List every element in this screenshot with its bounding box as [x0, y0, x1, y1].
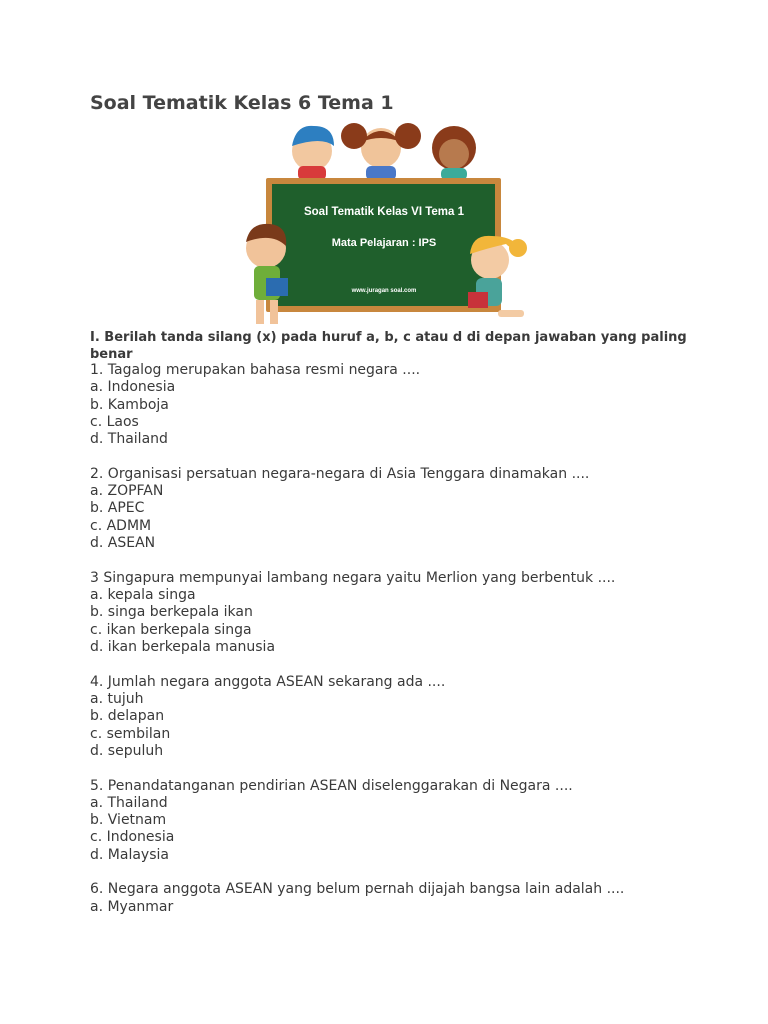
question-text: 2. Organisasi persatuan negara-negara di Asia Tenggara dinamakan .... [90, 465, 590, 482]
question-list [90, 362, 710, 933]
answer-option: b. APEC [90, 500, 145, 517]
answer-option: d. sepuluh [90, 742, 164, 759]
question-1 [90, 362, 710, 448]
answer-option: a. kepala singa [90, 587, 196, 604]
question-3 [90, 570, 710, 656]
board-title: Soal Tematik Kelas VI Tema 1 [303, 206, 464, 218]
answer-option: b. Kamboja [90, 396, 169, 413]
answer-option: c. Laos [90, 413, 139, 430]
answer-option: a. tujuh [90, 690, 144, 707]
question-5 [90, 778, 710, 864]
question-text: 1. Tagalog merupakan bahasa resmi negara .... [90, 362, 421, 378]
question-4 [90, 674, 710, 760]
question-text: 4. Jumlah negara anggota ASEAN sekarang ada .... [90, 673, 446, 690]
question-6 [90, 881, 710, 916]
answer-option: a. Thailand [90, 794, 168, 811]
question-text: 6. Negara anggota ASEAN yang belum pernah dijajah bangsa lain adalah .... [90, 881, 625, 898]
question-text: 5. Penandatanganan pendirian ASEAN diselenggarakan di Negara .... [90, 777, 573, 794]
answer-option: d. Malaysia [90, 846, 169, 863]
board-url: www.juragan soal.com [351, 288, 417, 294]
answer-option: c. sembilan [90, 725, 171, 742]
page-title: Soal Tematik Kelas 6 Tema 1 [90, 92, 394, 114]
kid-top-left [292, 126, 334, 180]
kid-top-right [432, 126, 476, 180]
question-2 [90, 466, 710, 552]
answer-option: b. Vietnam [90, 812, 167, 829]
instruction-text: I. Berilah tanda silang (x) pada huruf a, b, c atau d di depan jawaban yang paling benar [90, 330, 687, 362]
classroom-banner-image [236, 118, 532, 330]
board-subject: Mata Pelajaran : IPS [331, 237, 437, 249]
answer-option: a. Indonesia [90, 379, 176, 396]
answer-option: c. Indonesia [90, 829, 175, 846]
answer-option: d. ASEAN [90, 535, 156, 552]
answer-option: d. ikan berkepala manusia [90, 638, 276, 655]
answer-option: b. delapan [90, 708, 165, 725]
answer-option: d. Thailand [90, 431, 168, 448]
kids-chalkboard-illustration [236, 118, 532, 330]
answer-option: a. Myanmar [90, 898, 174, 915]
answer-option: a. ZOPFAN [90, 483, 164, 500]
question-text: 3 Singapura mempunyai lambang negara yaitu Merlion yang berbentuk .... [90, 569, 616, 586]
answer-option: b. singa berkepala ikan [90, 604, 253, 621]
answer-option: c. ADMM [90, 517, 152, 534]
kid-top-middle [341, 123, 421, 180]
answer-option: c. ikan berkepala singa [90, 621, 252, 638]
